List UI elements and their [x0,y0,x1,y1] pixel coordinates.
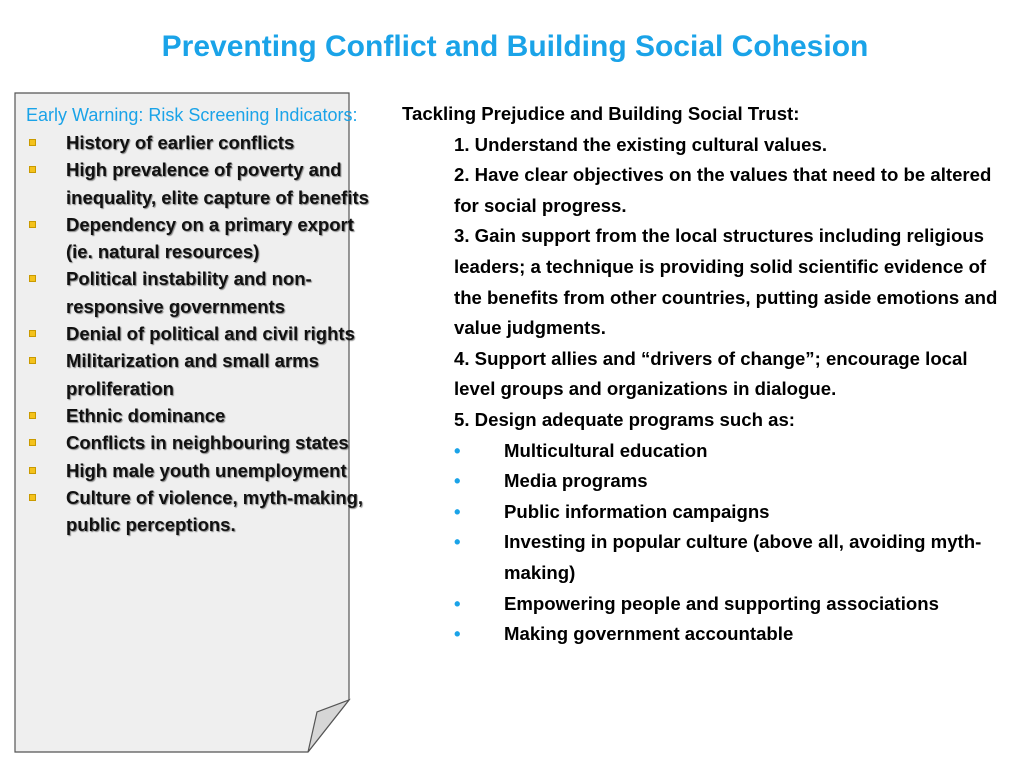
square-bullet-icon [29,275,36,282]
list-item: 4. Support allies and “drivers of change”; encourage local level groups and organizations in dialogue. [454,347,968,400]
dot-bullet-icon: • [454,623,461,645]
list-item: Denial of political and civil rights [26,320,376,347]
list-item: 1. Understand the existing cultural values. [454,133,828,155]
social-trust-heading: Tackling Prejudice and Building Social Trust: [402,103,800,124]
list-item: • Public information campaigns [454,497,1014,528]
list-item: Culture of violence, myth-making, public perceptions. [26,484,376,539]
square-bullet-icon [29,439,36,446]
square-bullet-icon [29,467,36,474]
list-item: • Empowering people and supporting associations [454,589,1014,620]
list-item: History of earlier conflicts [26,129,376,156]
risk-indicators-note [14,92,369,754]
list-item: Dependency on a primary export (ie. natural resources) [26,211,376,266]
list-item: • Making government accountable [454,619,1014,650]
list-item: • Investing in popular culture (above all, avoiding myth-making) [454,527,1014,588]
dot-bullet-icon: • [454,500,461,522]
list-item: High prevalence of poverty and inequality, elite capture of benefits [26,156,376,211]
square-bullet-icon [29,330,36,337]
risk-indicator-list [26,129,376,538]
programs-list [402,436,1014,650]
steps-list [402,130,1014,436]
slide-title: Preventing Conflict and Building Social Cohesion [161,30,869,63]
square-bullet-icon [29,494,36,501]
dot-bullet-icon: • [454,592,461,614]
list-item: • Multicultural education [454,436,1014,467]
square-bullet-icon [29,221,36,228]
risk-screening-heading: Early Warning: Risk Screening Indicators: [26,105,358,125]
square-bullet-icon [29,139,36,146]
social-trust-section [402,99,1014,650]
list-item: High male youth unemployment [26,457,376,484]
dot-bullet-icon: • [454,439,461,461]
list-item: • Media programs [454,466,1014,497]
dot-bullet-icon: • [454,470,461,492]
list-item: 2. Have clear objectives on the values that need to be altered for social progress. [454,164,992,216]
square-bullet-icon [29,357,36,364]
dot-bullet-icon: • [454,531,461,553]
list-item: Political instability and non-responsive governments [26,265,376,320]
list-item: 5. Design adequate programs such as: [454,408,795,430]
list-item: 3. Gain support from the local structures including religious leaders; a technique is providing solid scientific evidence of the benefits from other countries, putting aside emotions and value judgments. [454,225,998,339]
list-item: Ethnic dominance [26,402,376,429]
list-item: Militarization and small arms proliferation [26,347,376,402]
square-bullet-icon [29,412,36,419]
square-bullet-icon [29,166,36,173]
list-item: Conflicts in neighbouring states [26,429,376,456]
